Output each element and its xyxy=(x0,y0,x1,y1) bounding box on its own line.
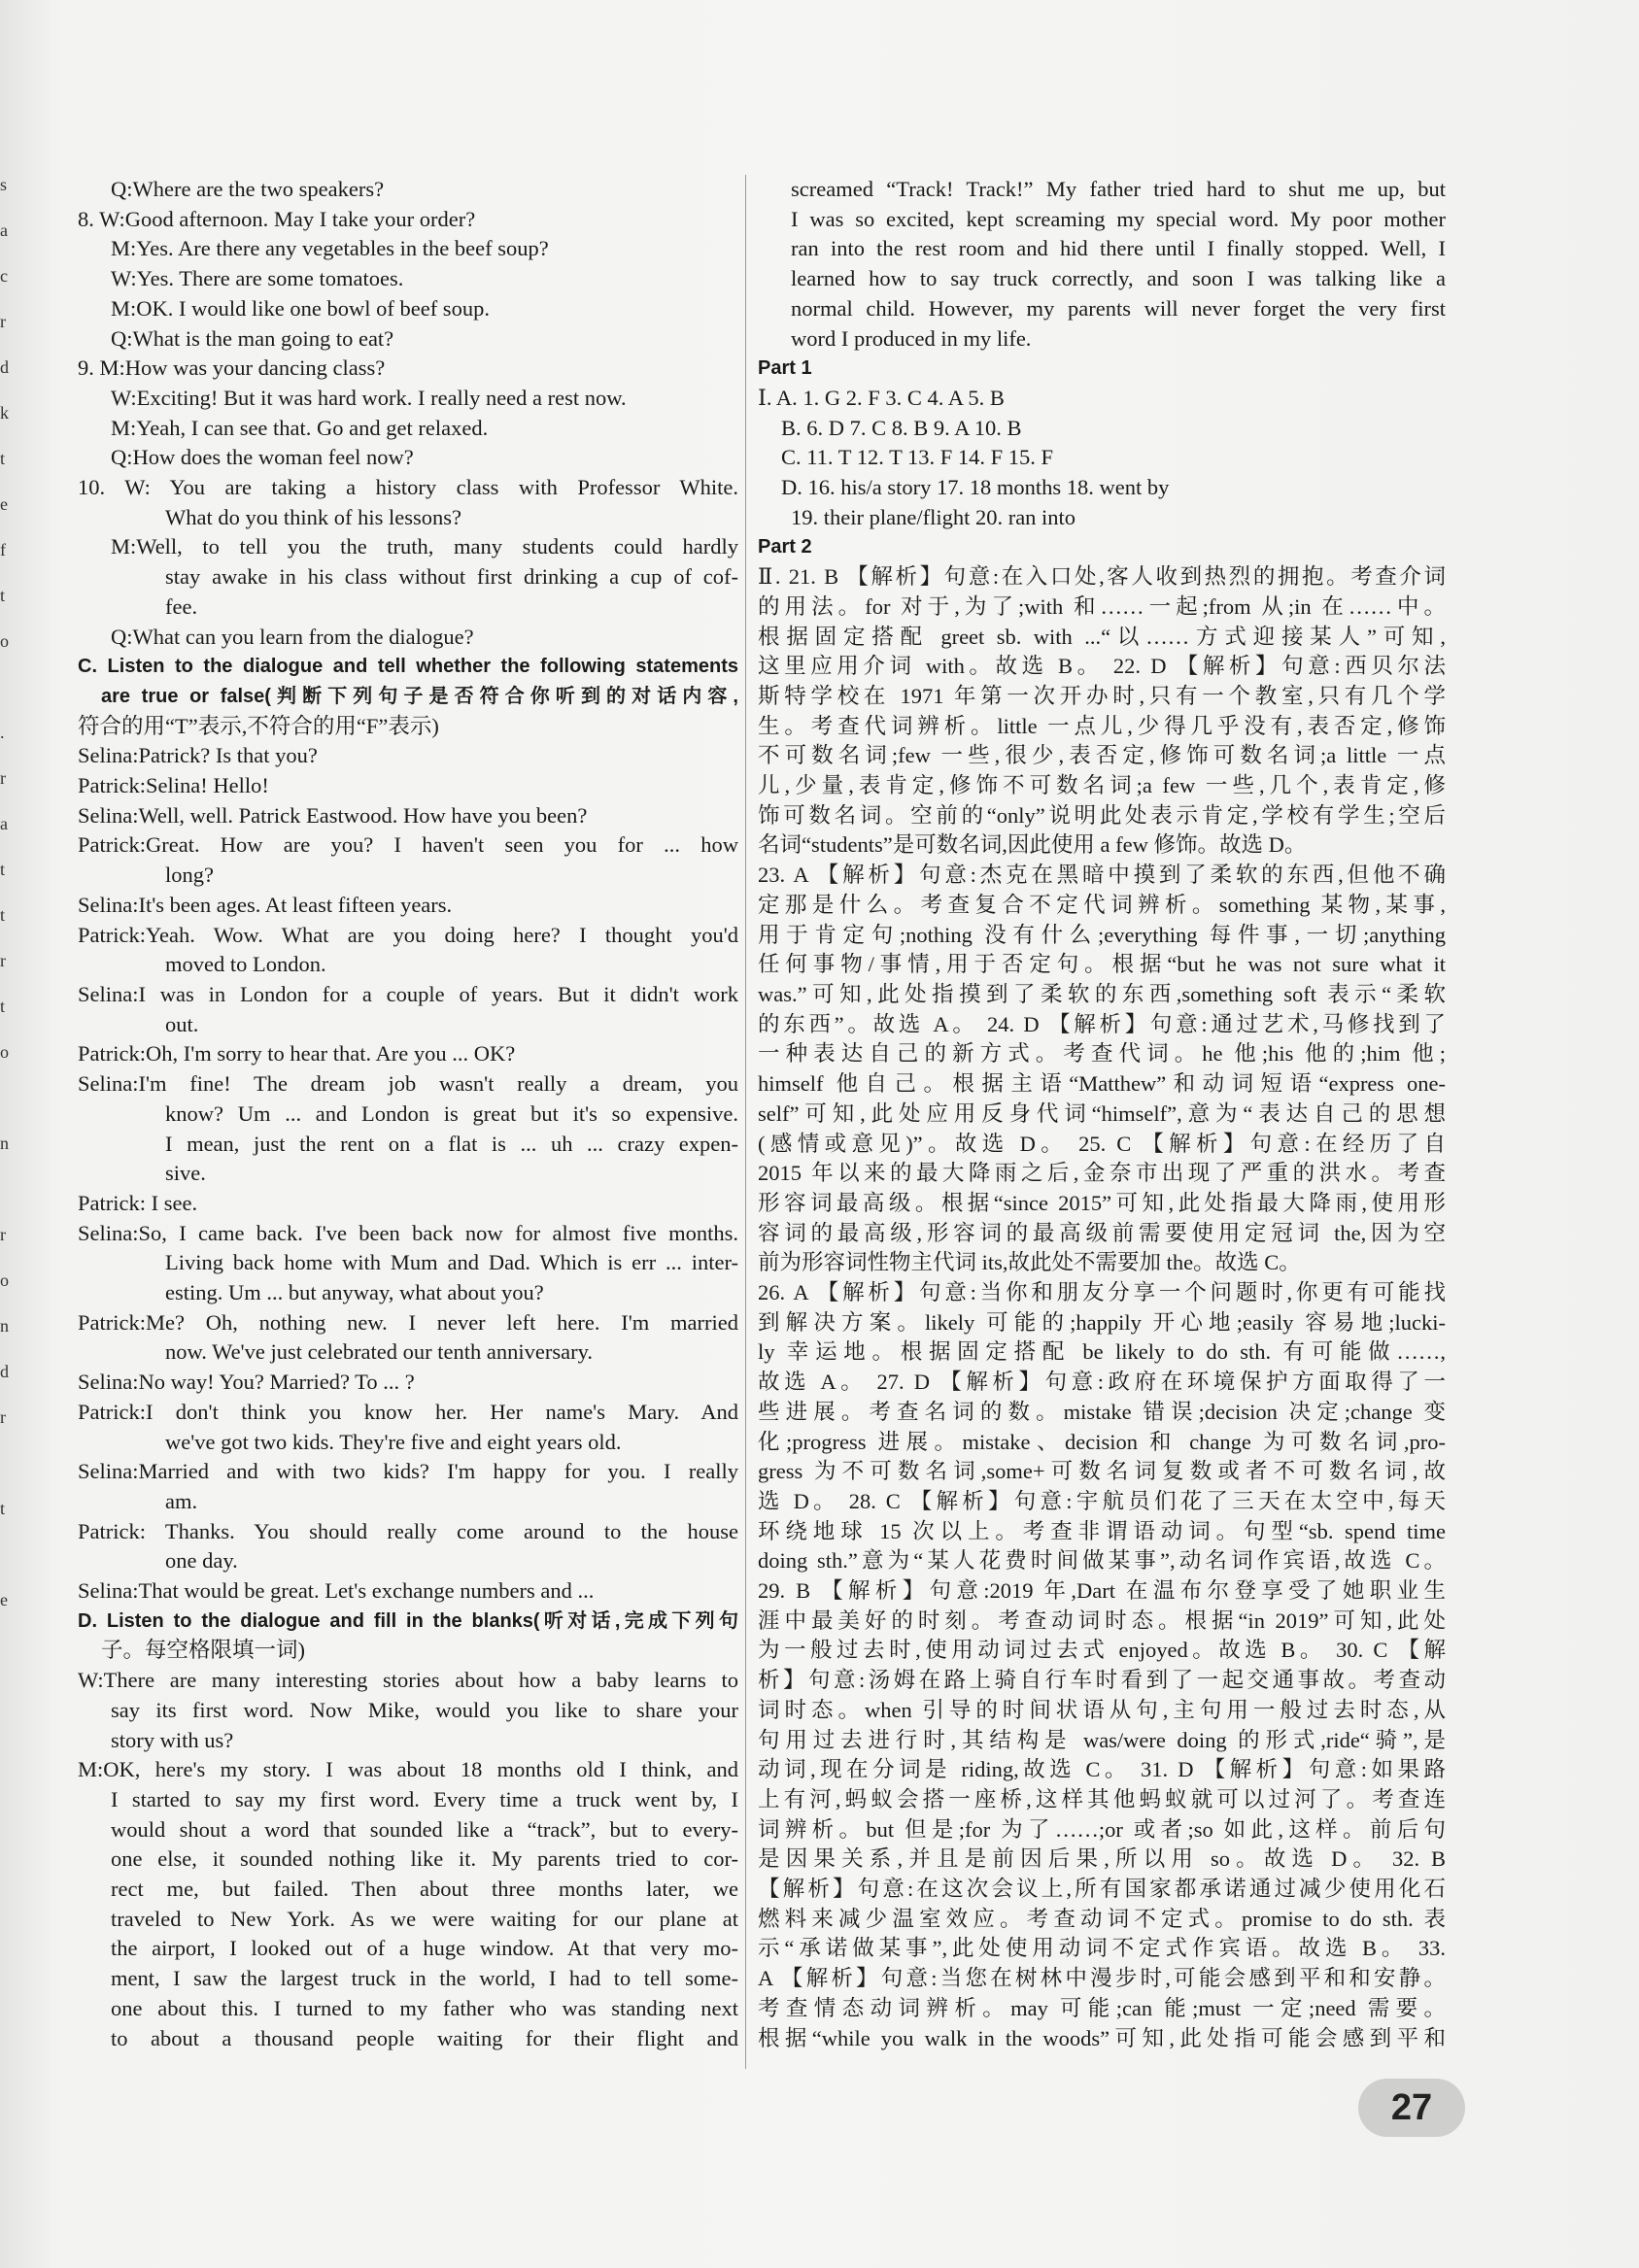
text-line: 儿,少量,表肯定,修饰不可数名词;a few 一些,几个,表肯定,修 xyxy=(758,773,1446,798)
text-line: Patrick:Great. How are you? I haven't seen you for ... how xyxy=(78,832,738,858)
edge-fragment: t xyxy=(0,997,6,1016)
text-line: I mean, just the rent on a flat is ... uh ... crazy expen- xyxy=(165,1131,738,1156)
edge-fragment: e xyxy=(0,494,8,514)
text-line: self”可知,此处应用反身代词“himself”,意为“表达自己的思想 xyxy=(758,1100,1446,1126)
text-line: What do you think of his lessons? xyxy=(165,504,461,529)
edge-fragment: r xyxy=(0,1225,6,1244)
text-line: 任何事物/事情,用于否定句。根据“but he was not sure what it xyxy=(758,952,1446,977)
text-line: rect me, but failed. Then about three months later, we xyxy=(111,1877,738,1902)
text-line: 不可数名词;few 一些,很少,表否定,修饰可数名词;a little 一点 xyxy=(758,743,1446,768)
text-line: moved to London. xyxy=(165,952,326,977)
text-line: 【解析】句意:在这次会议上,所有国家都承诺通过减少使用化石 xyxy=(758,1877,1446,1902)
edge-fragment: n xyxy=(0,1316,9,1336)
text-line: Patrick:Oh, I'm sorry to hear that. Are you ... OK? xyxy=(78,1041,516,1066)
text-line: one else, it sounded nothing like it. My parents tried to cor- xyxy=(111,1846,738,1872)
text-line: (感情或意见)”。故选 D。 25. C 【解析】句意:在经历了自 xyxy=(758,1131,1446,1156)
text-line: stay awake in his class without first drinking a cup of cof- xyxy=(165,564,738,590)
text-line: 10. W: You are taking a history class with Professor White. xyxy=(78,475,738,500)
text-line: Selina:I'm fine! The dream job wasn't really a dream, you xyxy=(78,1071,738,1097)
text-line: Q:Where are the two speakers? xyxy=(111,177,385,201)
text-line: I was so excited, kept screaming my special word. My poor mother xyxy=(791,206,1446,231)
text-line: ran into the rest room and hid there until I finally stopped. Well, I xyxy=(791,236,1446,261)
text-line: story with us? xyxy=(111,1727,234,1752)
text-line: 8. W:Good afternoon. May I take your order? xyxy=(78,206,476,231)
text-line: 容词的最高级,形容词的最高级前需要使用定冠词 the,因为空 xyxy=(758,1220,1446,1245)
text-line: 名词“students”是可数名词,因此使用 a few 修饰。故选 D。 xyxy=(758,832,1307,858)
text-line: M:Yeah, I can see that. Go and get relaxed. xyxy=(111,415,489,440)
text-line: say its first word. Now Mike, would you like to share your xyxy=(111,1697,738,1722)
text-line: normal child. However, my parents will never forget the very first xyxy=(791,295,1446,321)
text-line: the airport, I looked out of a huge window. At that very mo- xyxy=(111,1936,738,1961)
text-line: Selina:Married and with two kids? I'm happy for you. I really xyxy=(78,1459,738,1484)
text-line: 23. A 【解析】句意:杰克在黑暗中摸到了柔软的东西,但他不确 xyxy=(758,863,1446,888)
edge-fragment: . xyxy=(0,723,5,742)
edge-fragment: r xyxy=(0,951,6,970)
text-line: Selina:So, I came back. I've been back now for almost five months. xyxy=(78,1220,738,1245)
text-line: Ⅱ. 21. B 【解析】句意:在入口处,客人收到热烈的拥抱。考查介词 xyxy=(758,564,1446,590)
edge-fragment: t xyxy=(0,449,6,468)
text-line: 示“承诺做某事”,此处使用动词不定式作宾语。故选 B。 33. xyxy=(758,1936,1446,1961)
text-line: was.”可知,此处指摸到了柔软的东西,something soft 表示“柔软 xyxy=(758,981,1446,1006)
text-line: Part 2 xyxy=(758,536,812,559)
text-line: 到解决方案。likely 可能的;happily 开心地;easily 容易地;lucki- xyxy=(758,1309,1446,1335)
text-line: ly 幸运地。根据固定搭配 be likely to do sth. 有可能做……, xyxy=(758,1339,1446,1365)
text-line: are true or false(判断下列句子是否符合你听到的对话内容, xyxy=(101,685,738,707)
text-line: 为一般过去时,使用动词过去式 enjoyed。故选 B。 30. C 【解 xyxy=(758,1638,1446,1663)
text-line: 形容词最高级。根据“since 2015”可知,此处指最大降雨,使用形 xyxy=(758,1190,1446,1215)
edge-fragment: t xyxy=(0,905,6,925)
text-line: Selina:No way! You? Married? To ... ? xyxy=(78,1370,415,1395)
edge-fragment: o xyxy=(0,1270,9,1290)
edge-fragment: o xyxy=(0,631,9,651)
text-line: 用于肯定句;nothing 没有什么;everything 每件事,一切;anything xyxy=(758,922,1446,947)
text-line: Part 1 xyxy=(758,357,812,380)
text-line: one day. xyxy=(165,1548,238,1574)
text-line: 化;progress 进展。mistake、decision 和 change 为可数名词,pro- xyxy=(758,1429,1446,1454)
text-line: D. 16. his/a story 17. 18 months 18. went by xyxy=(781,475,1170,500)
text-line: 前为形容词性物主代词 its,故此处不需要加 the。故选 C。 xyxy=(758,1250,1301,1275)
text-line: Q:What can you learn from the dialogue? xyxy=(111,624,474,649)
text-line: Patrick: I see. xyxy=(78,1190,198,1215)
text-line: A 【解析】句意:当您在树林中漫步时,可能会感到平和和安静。 xyxy=(758,1966,1446,1991)
text-line: Patrick:Me? Oh, nothing new. I never left here. I'm married xyxy=(78,1309,738,1335)
text-line: 饰可数名词。空前的“only”说明此处表示肯定,学校有学生;空后 xyxy=(758,802,1446,828)
edge-fragment: c xyxy=(0,266,8,286)
text-line: M:OK. I would like one bowl of beef soup. xyxy=(111,295,490,321)
binding-edge-fragments xyxy=(0,175,14,1787)
text-line: to about a thousand people waiting for their flight and xyxy=(111,2025,738,2050)
text-line: word I produced in my life. xyxy=(791,325,1032,351)
text-line: am. xyxy=(165,1488,198,1513)
text-line: 定那是什么。考查复合不定代词辨析。something 某物,某事, xyxy=(758,892,1446,917)
edge-fragment: t xyxy=(0,860,6,879)
text-line: 环绕地球 15 次以上。考查非谓语动词。句型“sb. spend time xyxy=(758,1518,1446,1543)
page-number: 27 xyxy=(1358,2079,1465,2137)
text-line: long? xyxy=(165,863,214,888)
text-line: W:Yes. There are some tomatoes. xyxy=(111,266,404,291)
text-line: screamed “Track! Track!” My father tried hard to shut me up, but xyxy=(791,177,1446,201)
text-line: ment, I saw the largest truck in the world, I had to tell some- xyxy=(111,1966,738,1991)
text-line: B. 6. D 7. C 8. B 9. A 10. B xyxy=(781,415,1022,440)
text-line: D. Listen to the dialogue and fill in the blanks(听对话,完成下列句 xyxy=(78,1609,738,1632)
text-line: now. We've just celebrated our tenth anniversary. xyxy=(165,1339,594,1365)
text-line: out. xyxy=(165,1011,199,1036)
text-line: 析】句意:汤姆在路上骑自行车时看到了一起交通事故。考查动 xyxy=(758,1668,1446,1693)
text-line: learned how to say truck correctly, and soon I was talking like a xyxy=(791,266,1446,291)
text-line: 句用过去进行时,其结构是 was/were doing 的形式,ride“骑”,是 xyxy=(758,1727,1446,1752)
text-line: W:There are many interesting stories about how a baby learns to xyxy=(78,1668,738,1693)
text-line: 斯特学校在 1971 年第一次开办时,只有一个教室,只有几个学 xyxy=(758,683,1446,708)
text-line: himself 他自己。根据主语“Matthew”和动词短语“express one- xyxy=(758,1071,1446,1097)
text-line: C. 11. T 12. T 13. F 14. F 15. F xyxy=(781,445,1054,470)
edge-fragment: o xyxy=(0,1042,9,1062)
text-line: Patrick:Yeah. Wow. What are you doing here? I thought you'd xyxy=(78,922,738,947)
text-line: 的东西”。故选 A。 24. D 【解析】句意:通过艺术,马修找到了 xyxy=(758,1011,1446,1036)
text-line: fee. xyxy=(165,593,198,619)
text-line: 涯中最美好的时刻。考查动词时态。根据“in 2019”可知,此处 xyxy=(758,1608,1446,1633)
edge-fragment: a xyxy=(0,814,8,833)
text-line: W:Exciting! But it was hard work. I really need a rest now. xyxy=(111,385,627,410)
text-line: Q:What is the man going to eat? xyxy=(111,325,394,351)
edge-fragment: a xyxy=(0,220,8,240)
text-line: M:Well, to tell you the truth, many students could hardly xyxy=(111,534,738,559)
text-line: 上有河,蚂蚁会搭一座桥,这样其他蚂蚁就可以过河了。考查连 xyxy=(758,1786,1446,1811)
text-line: 26. A 【解析】句意:当你和朋友分享一个问题时,你更有可能找 xyxy=(758,1280,1446,1305)
text-line: 些进展。考查名词的数。mistake 错误;decision 决定;change 变 xyxy=(758,1399,1446,1424)
text-line: doing sth.”意为“某人花费时间做某事”,动名词作宾语,故选 C。 xyxy=(758,1548,1446,1574)
edge-fragment: e xyxy=(0,1590,8,1609)
text-line: esting. Um ... but anyway, what about you? xyxy=(165,1280,544,1305)
right-column xyxy=(758,175,1446,2053)
text-line: 根据固定搭配 greet sb. with ...“以……方式迎接某人”可知, xyxy=(758,624,1446,649)
text-line: Selina:That would be great. Let's exchange numbers and ... xyxy=(78,1578,595,1604)
edge-fragment: k xyxy=(0,403,9,423)
edge-fragment: s xyxy=(0,175,8,194)
left-column xyxy=(78,175,738,2053)
text-line: Ⅰ. A. 1. G 2. F 3. C 4. A 5. B xyxy=(758,385,1005,410)
text-line: we've got two kids. They're five and eight years old. xyxy=(165,1429,622,1454)
edge-fragment: r xyxy=(0,312,6,331)
text-line: 9. M:How was your dancing class? xyxy=(78,355,386,381)
text-line: 符合的用“T”表示,不符合的用“F”表示) xyxy=(78,713,439,738)
text-line: 2015 年以来的最大降雨之后,金奈市出现了严重的洪水。考查 xyxy=(758,1161,1446,1186)
text-line: one about this. I turned to my father who was standing next xyxy=(111,1995,738,2020)
text-line: 这里应用介词 with。故选 B。 22. D 【解析】句意:西贝尔法 xyxy=(758,654,1446,679)
edge-fragment: d xyxy=(0,357,9,377)
text-line: 词时态。when 引导的时间状语从句,主句用一般过去时态,从 xyxy=(758,1697,1446,1722)
text-line: 一种表达自己的新方式。考查代词。he 他;his 他的;him 他; xyxy=(758,1041,1446,1066)
text-line: 词辨析。but 但是;for 为了……;or 或者;so 如此,这样。前后句 xyxy=(758,1816,1446,1842)
edge-fragment: n xyxy=(0,1134,9,1153)
edge-fragment: r xyxy=(0,1407,6,1427)
text-line: know? Um ... and London is great but it's so expensive. xyxy=(165,1100,738,1126)
text-line: gress 为不可数名词,some+可数名词复数或者不可数名词,故 xyxy=(758,1459,1446,1484)
text-line: Patrick: Thanks. You should really come around to the house xyxy=(78,1518,738,1543)
text-line: I started to say my first word. Every time a truck went by, I xyxy=(111,1786,738,1811)
text-line: 是因果关系,并且是前因后果,所以用 so。故选 D。 32. B xyxy=(758,1846,1446,1872)
text-line: 19. their plane/flight 20. ran into xyxy=(791,504,1076,529)
text-line: Q:How does the woman feel now? xyxy=(111,445,414,470)
text-line: 子。每空格限填一词) xyxy=(101,1638,305,1663)
text-line: Selina:Patrick? Is that you? xyxy=(78,743,318,768)
text-line: Selina:Well, well. Patrick Eastwood. How have you been? xyxy=(78,802,588,828)
text-line: Patrick:I don't think you know her. Her name's Mary. And xyxy=(78,1399,738,1424)
edge-fragment: r xyxy=(0,768,6,788)
text-line: 动词,现在分词是 riding,故选 C。 31. D 【解析】句意:如果路 xyxy=(758,1757,1446,1782)
text-line: sive. xyxy=(165,1161,206,1186)
text-line: 的用法。for 对于,为了;with 和……一起;from 从;in 在……中。 xyxy=(758,593,1446,619)
edge-fragment: f xyxy=(0,540,6,559)
text-line: 选 D。 28. C 【解析】句意:宇航员们花了三天在太空中,每天 xyxy=(758,1488,1446,1513)
text-line: would shout a word that sounded like a “track”, but to every- xyxy=(111,1816,738,1842)
text-line: Patrick:Selina! Hello! xyxy=(78,773,269,798)
column-divider xyxy=(745,175,746,2069)
edge-fragment: d xyxy=(0,1362,9,1381)
text-line: C. Listen to the dialogue and tell whether the following statements xyxy=(78,656,738,678)
edge-fragment: t xyxy=(0,586,6,605)
text-line: M:OK, here's my story. I was about 18 months old I think, and xyxy=(78,1757,738,1782)
text-line: Selina:It's been ages. At least fifteen years. xyxy=(78,892,453,917)
text-line: traveled to New York. As we were waiting for our plane at xyxy=(111,1906,738,1931)
text-line: 故选 A。 27. D 【解析】句意:政府在环境保护方面取得了一 xyxy=(758,1370,1446,1395)
text-line: 燃料来减少温室效应。考查动词不定式。promise to do sth. 表 xyxy=(758,1906,1446,1931)
text-line: 29. B 【解析】句意:2019 年,Dart 在温布尔登享受了她职业生 xyxy=(758,1578,1446,1604)
text-line: Living back home with Mum and Dad. Which is err ... inter- xyxy=(165,1250,738,1275)
text-line: M:Yes. Are there any vegetables in the beef soup? xyxy=(111,236,549,261)
text-line: 考查情态动词辨析。may 可能;can 能;must 一定;need 需要。 xyxy=(758,1995,1446,2020)
text-line: 根据“while you walk in the woods”可知,此处指可能会感到平和 xyxy=(758,2025,1446,2050)
text-line: Selina:I was in London for a couple of years. But it didn't work xyxy=(78,981,738,1006)
text-line: 生。考查代词辨析。little 一点儿,少得几乎没有,表否定,修饰 xyxy=(758,713,1446,738)
edge-fragment: t xyxy=(0,1499,6,1518)
